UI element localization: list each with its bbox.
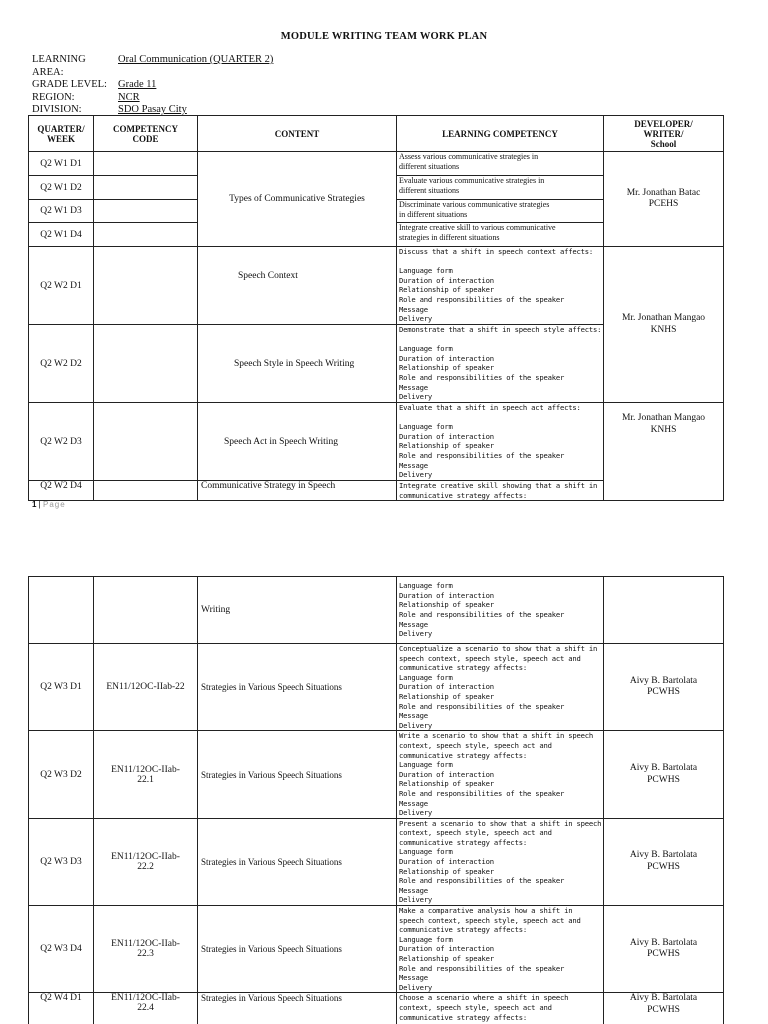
competency-line: Relationship of speaker xyxy=(399,954,494,963)
competency-line: Message xyxy=(399,711,428,721)
competency-line: Discuss that a shift in speech context affects: xyxy=(399,247,593,256)
code-text: EN11/12OC-IIab- xyxy=(111,851,180,862)
page-footer xyxy=(32,500,66,509)
work-plan-table-continued xyxy=(28,576,724,1024)
competency-line: Message xyxy=(399,973,428,983)
competency-line: communicative strategy affects: xyxy=(399,837,527,847)
meta-label: REGION: xyxy=(32,91,75,103)
competency-line: Make a comparative analysis how a shift in xyxy=(399,906,573,916)
content-cell: Strategies in Various Speech Situations xyxy=(198,993,397,1024)
competency-cell xyxy=(397,223,604,247)
code-cell xyxy=(94,731,198,818)
competency-line: Duration of interaction xyxy=(399,590,494,600)
competency-cell xyxy=(397,993,604,1024)
code-cell xyxy=(94,906,198,993)
competency-line: Role and responsibilities of the speaker xyxy=(399,876,565,886)
competency-line: Choose a scenario where a shift in speech xyxy=(399,993,569,1003)
competency-line: Language form xyxy=(399,760,453,770)
developer-cell xyxy=(604,644,724,731)
footer-separator: | xyxy=(36,500,43,509)
code-cell xyxy=(94,993,198,1024)
code-cell xyxy=(94,200,198,223)
table-row xyxy=(29,993,724,1024)
competency-line xyxy=(399,335,601,345)
code-cell xyxy=(94,223,198,247)
code-text: 22.1 xyxy=(137,774,154,785)
competency-line: Integrate creative skill showing that a shift in xyxy=(399,481,598,490)
table-row xyxy=(29,818,724,905)
competency-line: context, speech style, speech act and xyxy=(399,740,552,750)
table-row xyxy=(29,247,724,325)
competency-line xyxy=(399,413,601,423)
competency-line: communicative strategy affects: xyxy=(399,925,527,935)
competency-line: Delivery xyxy=(399,470,433,480)
week-cell: Q2 W2 D4 xyxy=(29,481,94,501)
table-row xyxy=(29,731,724,818)
competency-line: Delivery xyxy=(399,808,433,818)
developer-name: Mr. Jonathan Batac xyxy=(626,187,701,198)
competency-cell xyxy=(397,818,604,905)
developer-name: Mr. Jonathan Mangao xyxy=(621,313,706,323)
code-cell xyxy=(94,152,198,176)
developer-cell xyxy=(604,577,724,644)
table-row xyxy=(29,906,724,993)
meta-row xyxy=(32,92,273,105)
content-cell: Speech Context xyxy=(198,247,397,325)
competency-line: Relationship of speaker xyxy=(399,363,494,373)
header-text: CODE xyxy=(132,133,159,144)
meta-row xyxy=(32,54,273,79)
header-learning-competency: LEARNING COMPETENCY xyxy=(397,116,604,152)
competency-line: Integrate creative skill to various communicative xyxy=(399,223,556,232)
competency-cell xyxy=(397,325,604,403)
developer-cell xyxy=(604,403,724,501)
meta-value: SDO Pasay City xyxy=(118,104,187,115)
competency-cell xyxy=(397,200,604,223)
competency-cell xyxy=(397,481,604,501)
competency-line xyxy=(399,257,601,267)
meta-value: NCR xyxy=(118,91,140,103)
competency-cell xyxy=(397,906,604,993)
competency-line: Role and responsibilities of the speaker xyxy=(399,450,565,460)
code-text: EN11/12OC-IIab- xyxy=(111,993,180,1004)
competency-line: Duration of interaction xyxy=(399,857,494,867)
competency-line: Relationship of speaker xyxy=(399,600,494,610)
header-text: DEVELOPER/ xyxy=(634,118,693,129)
competency-line: Conceptualize a scenario to show that a shift in xyxy=(399,644,598,653)
competency-line: Language form xyxy=(399,581,453,591)
code-text: 22.3 xyxy=(137,949,154,960)
developer-school: PCWHS xyxy=(647,687,680,698)
competency-line: Write a scenario to show that a shift in speech xyxy=(399,731,593,741)
competency-line: Message xyxy=(399,382,428,392)
competency-line: Role and responsibilities of the speaker xyxy=(399,372,565,382)
week-cell: Q2 W1 D3 xyxy=(29,200,94,223)
competency-line: communicative strategy affects: xyxy=(399,490,527,500)
competency-cell xyxy=(397,644,604,731)
competency-line: Relationship of speaker xyxy=(399,441,494,451)
developer-cell xyxy=(604,247,724,403)
content-cell: Speech Style in Speech Writing xyxy=(198,325,397,403)
competency-line: Delivery xyxy=(399,895,433,905)
competency-line: Delivery xyxy=(399,982,433,992)
developer-name: Mr. Jonathan Mangao xyxy=(621,413,706,423)
competency-line: Role and responsibilities of the speaker xyxy=(399,294,565,304)
week-cell: Q2 W3 D4 xyxy=(29,906,94,993)
page-number: 1 xyxy=(32,500,37,509)
header-text: WEEK xyxy=(46,133,75,144)
competency-line: Present a scenario to show that a shift in speech xyxy=(399,818,602,828)
developer-school: KNHS xyxy=(650,424,677,435)
competency-cell xyxy=(397,247,604,325)
competency-line: Relationship of speaker xyxy=(399,285,494,295)
competency-line: communicative strategy affects: xyxy=(399,663,527,673)
competency-line: Relationship of speaker xyxy=(399,779,494,789)
competency-line: Discriminate various communicative strategies xyxy=(399,200,550,209)
code-text: EN11/12OC-IIab-22 xyxy=(106,682,185,693)
developer-school: PCEHS xyxy=(648,199,679,209)
competency-line: Evaluate various communicative strategies in xyxy=(399,176,545,185)
document-title: MODULE WRITING TEAM WORK PLAN xyxy=(280,31,488,42)
meta-value: Grade 11 xyxy=(118,79,157,90)
header-developer xyxy=(604,116,724,152)
competency-line: Language form xyxy=(399,934,453,944)
developer-school: PCWHS xyxy=(647,774,680,785)
competency-line: context, speech style, speech act and xyxy=(399,1002,552,1012)
competency-line: Duration of interaction xyxy=(399,682,494,692)
competency-line: Relationship of speaker xyxy=(399,691,494,701)
competency-line: context, speech style, speech act and xyxy=(399,828,552,838)
developer-cell xyxy=(604,993,724,1024)
header-content: CONTENT xyxy=(198,116,397,152)
competency-cell xyxy=(397,403,604,481)
competency-line: Demonstrate that a shift in speech style affects: xyxy=(399,325,602,334)
developer-name: Aivy B. Bartolata xyxy=(629,937,698,948)
week-cell: Q2 W4 D1 xyxy=(29,993,94,1024)
document-page-2 xyxy=(0,576,768,1024)
header-competency-code xyxy=(94,116,198,152)
competency-line: Language form xyxy=(399,672,453,682)
competency-line: Language form xyxy=(399,266,453,276)
header-text: WRITER/ xyxy=(643,128,684,139)
meta-value: Oral Communication (QUARTER 2) xyxy=(118,54,274,65)
week-cell xyxy=(29,577,94,644)
competency-line: Evaluate that a shift in speech act affects: xyxy=(399,403,581,412)
content-cell: Writing xyxy=(198,577,397,644)
developer-school: PCWHS xyxy=(647,861,680,872)
developer-school: PCWHS xyxy=(647,1004,680,1015)
meta-label: GRADE LEVEL: xyxy=(32,79,107,90)
week-cell: Q2 W1 D4 xyxy=(29,223,94,247)
code-text: EN11/12OC-IIab- xyxy=(111,939,180,950)
competency-line: Message xyxy=(399,619,428,629)
code-cell xyxy=(94,481,198,501)
content-cell: Types of Communicative Strategies xyxy=(198,152,397,247)
content-cell: Speech Act in Speech Writing xyxy=(198,403,397,481)
page-gap xyxy=(0,520,768,576)
competency-line: Delivery xyxy=(399,720,433,730)
code-cell xyxy=(94,818,198,905)
developer-cell xyxy=(604,818,724,905)
table-row xyxy=(29,152,724,176)
header-quarter-week xyxy=(29,116,94,152)
competency-line: Assess various communicative strategies in xyxy=(399,152,539,161)
meta-label: LEARNING AREA: xyxy=(32,54,86,78)
competency-line: Role and responsibilities of the speaker xyxy=(399,701,565,711)
content-cell: Strategies in Various Speech Situations xyxy=(198,731,397,818)
meta-label: DIVISION: xyxy=(32,104,82,115)
competency-line: Delivery xyxy=(399,392,433,402)
header-text: QUARTER/ xyxy=(37,123,85,134)
week-cell: Q2 W2 D1 xyxy=(29,247,94,325)
competency-line: different situations xyxy=(399,185,460,195)
code-cell xyxy=(94,403,198,481)
competency-line: Relationship of speaker xyxy=(399,866,494,876)
competency-line: Duration of interaction xyxy=(399,769,494,779)
table-row xyxy=(29,577,724,644)
competency-cell xyxy=(397,731,604,818)
week-cell: Q2 W1 D2 xyxy=(29,176,94,200)
competency-line: strategies in different situations xyxy=(399,232,500,242)
competency-line: Duration of interaction xyxy=(399,944,494,954)
week-cell: Q2 W3 D2 xyxy=(29,731,94,818)
developer-cell xyxy=(604,731,724,818)
header-text: School xyxy=(650,138,677,149)
competency-line: Language form xyxy=(399,344,453,354)
code-cell xyxy=(94,325,198,403)
competency-cell xyxy=(397,577,604,644)
code-text: 22.4 xyxy=(137,1003,154,1014)
footer-page-label: Page xyxy=(42,500,66,509)
week-cell: Q2 W2 D3 xyxy=(29,403,94,481)
table-header-row xyxy=(29,116,724,152)
developer-name: Aivy B. Bartolata xyxy=(629,675,698,686)
competency-line: Duration of interaction xyxy=(399,431,494,441)
code-text: EN11/12OC-IIab- xyxy=(111,764,180,775)
week-cell: Q2 W3 D1 xyxy=(29,644,94,731)
content-cell: Communicative Strategy in Speech xyxy=(198,481,397,501)
competency-line: Language form xyxy=(399,847,453,857)
competency-line: speech context, speech style, speech act and xyxy=(399,915,581,925)
competency-line: different situations xyxy=(399,161,460,171)
content-cell: Strategies in Various Speech Situations xyxy=(198,818,397,905)
developer-name: Aivy B. Bartolata xyxy=(629,993,698,1004)
content-cell: Strategies in Various Speech Situations xyxy=(198,906,397,993)
competency-cell xyxy=(397,152,604,176)
competency-line: Role and responsibilities of the speaker xyxy=(399,788,565,798)
competency-line: Delivery xyxy=(399,314,433,324)
week-cell: Q2 W1 D1 xyxy=(29,152,94,176)
competency-line: in different situations xyxy=(399,209,468,219)
work-plan-table xyxy=(28,115,724,501)
competency-line: Message xyxy=(399,460,428,470)
competency-line: Role and responsibilities of the speaker xyxy=(399,610,565,619)
developer-school: KNHS xyxy=(650,324,677,335)
competency-line: Language form xyxy=(399,422,453,432)
code-cell xyxy=(94,644,198,731)
header-text: COMPETENCY xyxy=(113,123,178,134)
competency-line: Duration of interaction xyxy=(399,353,494,363)
competency-line: communicative strategy affects: xyxy=(399,750,527,760)
code-cell xyxy=(94,577,198,644)
competency-line: Duration of interaction xyxy=(399,275,494,285)
competency-line: communicative strategy affects: xyxy=(399,1012,527,1022)
competency-cell xyxy=(397,176,604,200)
developer-name: Aivy B. Bartolata xyxy=(629,763,698,774)
week-cell: Q2 W2 D2 xyxy=(29,325,94,403)
developer-cell xyxy=(604,152,724,247)
competency-line: Role and responsibilities of the speaker xyxy=(399,963,565,973)
meta-row xyxy=(32,79,273,92)
competency-line: speech context, speech style, speech act and xyxy=(399,653,581,663)
developer-cell xyxy=(604,906,724,993)
document-meta xyxy=(32,54,273,117)
competency-line: Message xyxy=(399,885,428,895)
week-cell: Q2 W3 D3 xyxy=(29,818,94,905)
competency-line: Message xyxy=(399,798,428,808)
developer-name: Aivy B. Bartolata xyxy=(629,850,698,861)
code-cell xyxy=(94,176,198,200)
table-row xyxy=(29,644,724,731)
table-row xyxy=(29,403,724,481)
developer-school: PCWHS xyxy=(647,949,680,960)
content-cell: Strategies in Various Speech Situations xyxy=(198,644,397,731)
code-cell xyxy=(94,247,198,325)
competency-line: Delivery xyxy=(399,629,433,639)
competency-line: Message xyxy=(399,304,428,314)
code-text: 22.2 xyxy=(137,861,154,872)
